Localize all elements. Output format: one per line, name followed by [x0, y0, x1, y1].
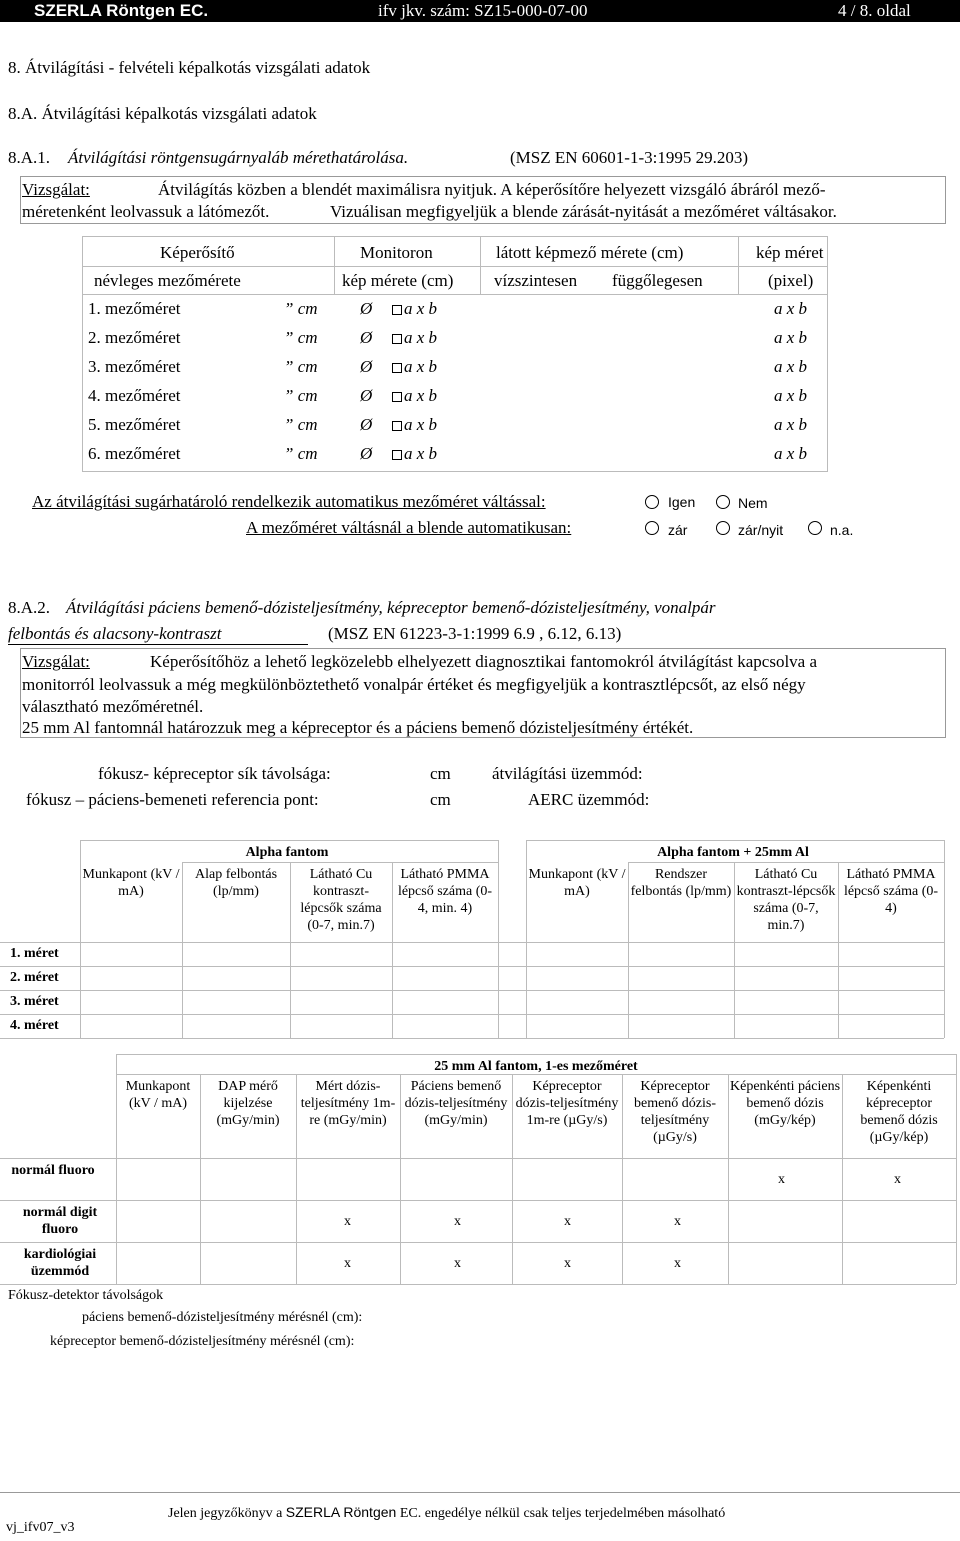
col-pmma-lepcso-2: Látható PMMA lépcső száma (0-4)	[843, 867, 939, 916]
field-row-monitor-diameter: Ø	[360, 386, 373, 405]
field-row-label: 5. mezőméret	[88, 415, 181, 434]
field-row-unit: ” cm	[284, 444, 318, 463]
col-dap: DAP mérő kijelzése (mGy/min)	[216, 1079, 280, 1128]
field-row-label: 3. mezőméret	[88, 357, 181, 376]
radio-zar-nyit-label: zár/nyit	[738, 522, 784, 538]
col-alap-felbontas: Alap felbontás (lp/mm)	[194, 867, 278, 899]
field-row-monitor-axb: a x b	[404, 299, 438, 318]
square-icon	[392, 305, 402, 315]
col-header-kepmerete: kép mérete (cm)	[342, 271, 454, 290]
field-row-unit: ” cm	[284, 415, 318, 434]
radio-na-label: n.a.	[830, 522, 854, 538]
cell-x: x	[344, 1214, 351, 1229]
page-number: 4 / 8. oldal	[838, 1, 911, 20]
row-label-kardiologiai: kardiológiai üzemmód	[23, 1247, 97, 1279]
mode-label: AERC üzemmód:	[528, 790, 650, 809]
test-text-line: választható mezőméretnél.	[22, 697, 204, 716]
col-header-monitor: Monitoron	[360, 243, 433, 262]
cell-x: x	[778, 1172, 785, 1187]
field-row-unit: ” cm	[284, 328, 318, 347]
test-label: Vizsgálat:	[22, 180, 90, 199]
col-cu-lepcso-2: Látható Cu kontraszt-lépcsők száma (0-7, min.7)	[736, 867, 836, 933]
col-munkapont-2: Munkapont (kV / mA)	[528, 867, 626, 899]
cell-x: x	[454, 1214, 461, 1229]
col-mert-dozis: Mért dózis-teljesítmény 1m-re (mGy/min)	[300, 1079, 396, 1128]
field-row-unit: ” cm	[284, 357, 318, 376]
standard-reference: (MSZ EN 60601-1-3:1995 29.203)	[510, 148, 748, 167]
radio-nem[interactable]	[716, 495, 730, 509]
notice-company: SZERLA Röntgen	[285, 1504, 397, 1520]
standard-reference: (MSZ EN 61223-3-1:1999 6.9 , 6.12, 6.13)	[328, 624, 622, 643]
cell-x: x	[564, 1214, 571, 1229]
field-row-monitor-axb: a x b	[404, 328, 438, 347]
field-row-label: 6. mezőméret	[88, 444, 181, 463]
square-icon	[392, 334, 402, 344]
row-label-normal-fluoro: normál fluoro	[11, 1163, 95, 1178]
col-munkapont: Munkapont (kV / mA)	[125, 1079, 191, 1111]
row-label: 3. méret	[10, 994, 59, 1009]
row-label: 4. méret	[10, 1018, 59, 1033]
field-row-monitor-axb: a x b	[404, 415, 438, 434]
field-row-monitor-diameter: Ø	[360, 328, 373, 347]
col-header-fuggolegesen: függőlegesen	[612, 271, 703, 290]
row-label: 2. méret	[10, 970, 59, 985]
col-paciens-bemeno: Páciens bemenő dózis-teljesítmény (mGy/min)	[404, 1079, 508, 1128]
distance-unit: cm	[430, 790, 451, 809]
radio-nem-label: Nem	[738, 495, 768, 511]
square-icon	[392, 392, 402, 402]
field-row-monitor-diameter: Ø	[360, 357, 373, 376]
company-name: SZERLA Röntgen EC.	[34, 1, 209, 20]
col-kepreceptor-bemeno: Képreceptor bemenő dózis-teljesítmény (µGy/s)	[633, 1079, 717, 1145]
auto-field-question: Az átvilágítási sugárhatároló rendelkezik automatikus mezőméret váltással:	[32, 492, 546, 511]
col-header-nevleges: névleges mezőmérete	[94, 271, 241, 290]
col-kepreceptor-1m: Képreceptor dózis-teljesítmény 1m-re (µGy/s)	[515, 1079, 619, 1128]
col-kepenkenti-kepreceptor: Képenkénti képreceptor bemenő dózis (µGy/kép)	[860, 1079, 938, 1145]
col-header-pixel: (pixel)	[768, 271, 814, 290]
test-text-line: Vizuálisan megfigyeljük a blende zárását-nyitását a mezőméret váltásakor.	[330, 202, 837, 221]
col-rendszer-felbontas: Rendszer felbontás (lp/mm)	[630, 867, 732, 899]
mode-label: átvilágítási üzemmód:	[492, 764, 643, 783]
field-row-pixel-axb: a x b	[774, 328, 808, 347]
notice-text: EC. engedélye nélkül csak teljes terjedelmében másolható	[399, 1506, 726, 1521]
field-row-unit: ” cm	[284, 299, 318, 318]
field-row-monitor-diameter: Ø	[360, 299, 373, 318]
test-text-line: monitorról leolvassuk a még megkülönböztethető vonalpár értéket és megfigyeljük a kontrasztlépcsőt, az első négy	[22, 675, 806, 694]
field-row-monitor-axb: a x b	[404, 444, 438, 463]
cell-x: x	[674, 1256, 681, 1271]
col-cu-lepcso: Látható Cu kontraszt-lépcsők száma (0-7, min.7)	[300, 867, 382, 933]
field-row-unit: ” cm	[284, 386, 318, 405]
cell-x: x	[674, 1214, 681, 1229]
field-row-label: 1. mezőméret	[88, 299, 181, 318]
radio-igen-label: Igen	[668, 494, 696, 510]
notice-text: Jelen jegyzőkönyv a	[168, 1506, 283, 1521]
document-number: ifv jkv. szám: SZ15-000-07-00	[378, 1, 588, 20]
focus-detector-title: Fókusz-detektor távolságok	[8, 1288, 164, 1303]
square-icon	[392, 363, 402, 373]
alpha-al-header: Alpha fantom + 25mm Al	[657, 845, 809, 860]
subsection-number: 8.A.1.	[8, 148, 51, 167]
row-label: 1. méret	[10, 946, 59, 961]
radio-zar-label: zár	[668, 522, 688, 538]
row-label-normal-digit-fluoro: normál digit fluoro	[22, 1205, 98, 1237]
col-header-vizszintesen: vízszintesen	[494, 271, 578, 290]
test-text-line: méretenként leolvassuk a látómezőt.	[22, 202, 270, 221]
subsection-heading: Átvilágítási röntgensugárnyaláb mérethatárolása.	[68, 148, 409, 167]
subsection-heading-cont: felbontás és alacsony-kontraszt	[8, 624, 222, 643]
field-row-pixel-axb: a x b	[774, 299, 808, 318]
distance-label: fókusz – páciens-bemeneti referencia pont:	[26, 790, 319, 809]
col-munkapont: Munkapont (kV / mA)	[82, 867, 180, 899]
radio-zar-nyit[interactable]	[716, 521, 730, 535]
copyright-notice	[168, 1504, 725, 1522]
col-header-kepmeret: kép méret	[756, 243, 824, 262]
field-row-monitor-diameter: Ø	[360, 415, 373, 434]
col-header-latott: látott képmező mérete (cm)	[496, 243, 684, 262]
test-text-line: 25 mm Al fantomnál határozzuk meg a képreceptor és a páciens bemenő dózisteljesítmény értékét.	[22, 718, 694, 737]
focus-detector-line: képreceptor bemenő-dózisteljesítmény mérésnél (cm):	[50, 1334, 355, 1349]
test-text-line: Képerősítőhöz a lehető legközelebb elhelyezett diagnosztikai fantomokról átvilágítást kapcsolva a	[150, 652, 818, 671]
field-row-pixel-axb: a x b	[774, 357, 808, 376]
focus-detector-line: páciens bemenő-dózisteljesítmény mérésnél (cm):	[82, 1310, 363, 1325]
distance-unit: cm	[430, 764, 451, 783]
square-icon	[392, 450, 402, 460]
dose-table-title: 25 mm Al fantom, 1-es mezőméret	[434, 1059, 638, 1074]
version-code: vj_ifv07_v3	[6, 1520, 75, 1535]
radio-na[interactable]	[808, 521, 822, 535]
blende-auto-question: A mezőméret váltásnál a blende automatikusan:	[246, 518, 572, 537]
radio-igen[interactable]	[645, 495, 659, 509]
alpha-header: Alpha fantom	[245, 845, 329, 860]
col-header-kepero: Képerősítő	[160, 243, 235, 262]
section-title: 8. Átvilágítási - felvételi képalkotás vizsgálati adatok	[8, 58, 371, 77]
page-header	[0, 0, 960, 22]
cell-x: x	[564, 1256, 571, 1271]
col-kepenkenti-paciens: Képenkénti páciens bemenő dózis (mGy/kép)	[730, 1079, 841, 1128]
test-label: Vizsgálat:	[22, 652, 90, 671]
cell-x: x	[454, 1256, 461, 1271]
field-row-monitor-axb: a x b	[404, 386, 438, 405]
field-row-label: 2. mezőméret	[88, 328, 181, 347]
field-row-pixel-axb: a x b	[774, 386, 808, 405]
field-row-pixel-axb: a x b	[774, 444, 808, 463]
subsection-heading: Átvilágítási páciens bemenő-dózisteljesítmény, képreceptor bemenő-dózisteljesítmény, vonalpár	[66, 598, 716, 617]
cell-x: x	[894, 1172, 901, 1187]
subsection-title: 8.A. Átvilágítási képalkotás vizsgálati adatok	[8, 104, 317, 123]
radio-zar[interactable]	[645, 521, 659, 535]
square-icon	[392, 421, 402, 431]
field-row-monitor-axb: a x b	[404, 357, 438, 376]
field-row-pixel-axb: a x b	[774, 415, 808, 434]
field-row-label: 4. mezőméret	[88, 386, 181, 405]
field-row-monitor-diameter: Ø	[360, 444, 373, 463]
cell-x: x	[344, 1256, 351, 1271]
col-pmma-lepcso: Látható PMMA lépcső száma (0-4, min. 4)	[397, 867, 493, 916]
test-text-line: Átvilágítás közben a blendét maximálisra nyitjuk. A képerősítőre helyezett vizsgáló ábráról mező-	[158, 180, 826, 199]
distance-label: fókusz- képreceptor sík távolsága:	[98, 764, 331, 783]
subsection-number: 8.A.2.	[8, 598, 51, 617]
